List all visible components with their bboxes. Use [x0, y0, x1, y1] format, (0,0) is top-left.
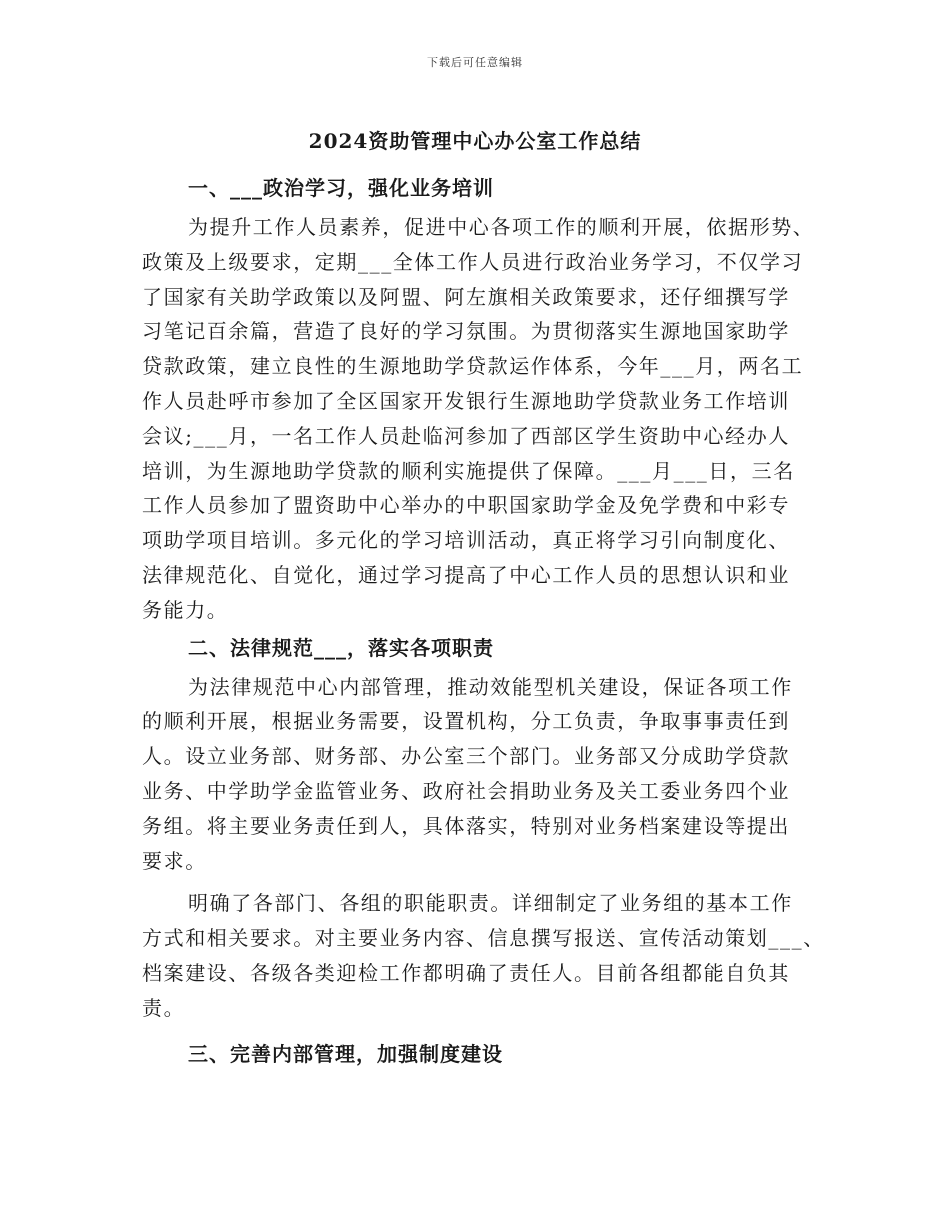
text-line: 责。: [142, 995, 186, 1020]
document-body: [142, 172, 825, 1076]
section-1-paragraph-1: [142, 210, 822, 628]
text-line: 作人员赴呼市参加了全区国家开发银行生源地助学贷款业务工作培训: [142, 388, 790, 413]
text-line: 习笔记百余篇，营造了良好的学习氛围。为贯彻落实生源地国家助学: [142, 319, 790, 344]
text-line: 人。设立业务部、财务部、办公室三个部门。业务部又分成助学贷款: [142, 744, 790, 769]
text-line: 明确了各部门、各组的职能职责。详细制定了业务组的基本工作: [188, 891, 793, 916]
text-line: 为提升工作人员素养，促进中心各项工作的顺利开展，依据形势、: [188, 215, 815, 239]
text-line: 要求。: [142, 848, 207, 873]
section-heading-1: 一、___政治学习，强化业务培训: [188, 176, 494, 200]
text-line: 法律规范化、自觉化，通过学习提高了中心工作人员的思想认识和业: [142, 562, 790, 587]
text-line: 务组。将主要业务责任到人，具体落实，特别对业务档案建设等提出: [142, 813, 790, 838]
section-2-paragraph-2: [142, 886, 825, 1025]
text-line: 档案建设、各级各类迎检工作都明确了责任人。目前各组都能自负其: [142, 960, 790, 985]
section-2-paragraph-1: [142, 670, 822, 879]
text-line: 了国家有关助学政策以及阿盟、阿左旗相关政策要求，还仔细撰写学: [142, 284, 790, 309]
text-line: 的顺利开展，根据业务需要，设置机构，分工负责，争取事事责任到: [142, 709, 790, 734]
text-line: 培训，为生源地助学贷款的顺利实施提供了保障。___月___日，三名: [142, 458, 795, 483]
section-heading-3: 三、完善内部管理，加强制度建设: [188, 1041, 503, 1066]
text-line: 为法律规范中心内部管理，推动效能型机关建设，保证各项工作: [188, 674, 793, 699]
text-line: 会议;___月，一名工作人员赴临河参加了西部区学生资助中心经办人: [142, 423, 790, 448]
text-line: 务能力。: [142, 597, 229, 622]
text-line: 方式和相关要求。对主要业务内容、信息撰写报送、宣传活动策划___、: [142, 926, 825, 951]
text-line: 项助学项目培训。多元化的学习培训活动，真正将学习引向制度化、: [142, 528, 790, 553]
section-heading-2: 二、法律规范___，落实各项职责: [188, 635, 494, 660]
page-header: 下载后可任意编辑: [427, 56, 523, 69]
text-line: 业务、中学助学金监管业务、政府社会捐助业务及关工委业务四个业: [142, 778, 790, 803]
text-line: 政策及上级要求，定期___全体工作人员进行政治业务学习，不仅学习: [142, 249, 804, 274]
document-title: 2024资助管理中心办公室工作总结: [308, 129, 642, 153]
text-line: 贷款政策，建立良性的生源地助学贷款运作体系，今年___月，两名工: [142, 354, 804, 379]
text-line: 工作人员参加了盟资助中心举办的中职国家助学金及免学费和中彩专: [142, 493, 790, 518]
